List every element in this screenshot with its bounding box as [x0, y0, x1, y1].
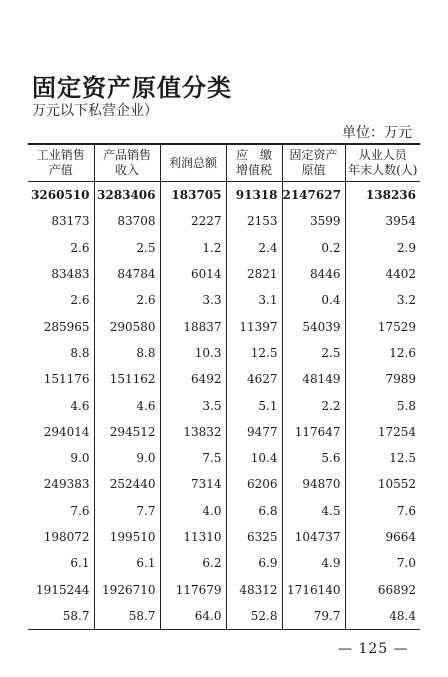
table-cell: 7989: [345, 366, 420, 392]
table-cell: 2.6: [70, 240, 90, 255]
table-cell: 1.2: [160, 235, 226, 261]
column-header: 利润总额: [160, 144, 226, 182]
table-cell: 9664: [345, 524, 420, 550]
table-cell: 2.2: [282, 392, 345, 418]
table-cell: 3.1: [226, 287, 282, 313]
table-cell: 94870: [282, 471, 345, 497]
table-cell: 5.8: [345, 392, 420, 418]
table-cell: 6.1: [70, 556, 90, 571]
table-cell: 151176: [43, 372, 90, 387]
table-row: [28, 287, 420, 313]
table-cell: 3.5: [160, 392, 226, 418]
table-cell: 7.7: [94, 498, 160, 524]
table-cell: 17529: [345, 313, 420, 339]
table-cell: 3260510: [31, 188, 90, 203]
table-row: [28, 471, 420, 497]
table-cell: 10.3: [160, 340, 226, 366]
table-cell: 1716140: [282, 576, 345, 602]
table-cell: 2.4: [226, 235, 282, 261]
table-row: [28, 576, 420, 602]
data-table: [28, 143, 420, 630]
table-cell: 3283406: [94, 182, 160, 209]
table-cell: 12.5: [226, 340, 282, 366]
table-cell: 7.6: [70, 503, 90, 518]
table-cell: 6.8: [226, 498, 282, 524]
table-cell: 58.7: [94, 603, 160, 630]
table-cell: 6.9: [226, 550, 282, 576]
table-row: [28, 340, 420, 366]
table-cell: 249383: [43, 477, 90, 492]
table-cell: 12.6: [345, 340, 420, 366]
column-header: 应 缴 增值税: [226, 144, 282, 182]
table-cell: 2.5: [282, 340, 345, 366]
table-cell: 13832: [160, 419, 226, 445]
table-cell: 4627: [226, 366, 282, 392]
table-cell: 198072: [43, 530, 90, 544]
table-cell: 8.8: [70, 345, 90, 360]
table-cell: 4.0: [160, 498, 226, 524]
table-cell: 7.5: [160, 445, 226, 471]
table-row: [28, 392, 420, 418]
table-cell: 151162: [94, 366, 160, 392]
table-cell: 199510: [94, 524, 160, 550]
table-cell: 6.1: [94, 550, 160, 576]
table-cell: 2.6: [70, 293, 90, 308]
table-row: [28, 208, 420, 234]
table-cell: 58.7: [28, 603, 94, 630]
table-cell: 294014: [43, 424, 90, 439]
table-cell: 1926710: [94, 576, 160, 602]
table-header-row: [28, 144, 420, 182]
table-row: [28, 445, 420, 471]
table-cell: 3.3: [160, 287, 226, 313]
table-cell: 5.1: [226, 392, 282, 418]
table-row: [28, 603, 420, 630]
table-cell: 183705: [160, 182, 226, 209]
table-cell: 12.5: [345, 445, 420, 471]
table-cell: 3954: [345, 208, 420, 234]
table-cell: 2.5: [94, 235, 160, 261]
table-cell: 8.8: [94, 340, 160, 366]
table-cell: 10552: [345, 471, 420, 497]
table-cell: 2821: [226, 261, 282, 287]
table-cell: 66892: [345, 576, 420, 602]
table-cell: 48312: [226, 576, 282, 602]
table-cell: 6206: [226, 471, 282, 497]
table-row: [28, 261, 420, 287]
table-cell: 7.0: [345, 550, 420, 576]
table-cell: 290580: [94, 313, 160, 339]
table-cell: 2227: [160, 208, 226, 234]
table-cell: 104737: [282, 524, 345, 550]
table-row: [28, 498, 420, 524]
table-row: [28, 524, 420, 550]
table-body: [28, 182, 420, 630]
table-cell: 7.6: [345, 498, 420, 524]
column-header: 工业销售 产值: [28, 144, 94, 182]
table-cell: 54039: [282, 313, 345, 339]
table-cell: 9.0: [70, 451, 90, 466]
table-cell: 1915244: [36, 582, 90, 597]
table-cell: 18837: [160, 313, 226, 339]
table-cell: 83173: [51, 214, 90, 229]
column-header: 固定资产 原值: [282, 144, 345, 182]
table-cell: 3599: [282, 208, 345, 234]
page-subtitle: 万元以下私营企业）: [32, 103, 158, 119]
table-cell: 285965: [43, 319, 90, 334]
page-title: 固定资产原值分类: [32, 74, 232, 102]
table-cell: 2153: [226, 208, 282, 234]
table-cell: 4.6: [70, 398, 90, 413]
unit-label: 单位：万元: [342, 125, 412, 141]
table-cell: 11397: [226, 313, 282, 339]
table-cell: 10.4: [226, 445, 282, 471]
table-row: [28, 419, 420, 445]
table-cell: 17254: [345, 419, 420, 445]
table-cell: 11310: [160, 524, 226, 550]
table-cell: 48149: [282, 366, 345, 392]
table-cell: 0.2: [282, 235, 345, 261]
table-cell: 4.6: [94, 392, 160, 418]
table-cell: 83483: [51, 267, 90, 282]
table-row: [28, 366, 420, 392]
table-cell: 48.4: [345, 603, 420, 630]
table-cell: 9477: [226, 419, 282, 445]
table-cell: 79.7: [282, 603, 345, 630]
table-cell: 8446: [282, 261, 345, 287]
table-cell: 4.5: [282, 498, 345, 524]
table-cell: 117647: [282, 419, 345, 445]
table-cell: 252440: [94, 471, 160, 497]
table-row: [28, 550, 420, 576]
table-cell: 91318: [226, 182, 282, 209]
table-cell: 294512: [94, 419, 160, 445]
table-cell: 117679: [160, 576, 226, 602]
table-cell: 4.9: [282, 550, 345, 576]
table-cell: 2.9: [345, 235, 420, 261]
table-cell: 52.8: [226, 603, 282, 630]
page-number: — 125 —: [338, 641, 409, 657]
table-cell: 138236: [345, 182, 420, 209]
table-cell: 6.2: [160, 550, 226, 576]
table-cell: 84784: [94, 261, 160, 287]
table-cell: 9.0: [94, 445, 160, 471]
table-row: [28, 235, 420, 261]
table-row: [28, 182, 420, 209]
column-header: 产品销售 收入: [94, 144, 160, 182]
table-cell: 3.2: [345, 287, 420, 313]
column-header: 从业人员 年末人数(人): [345, 144, 420, 182]
table-cell: 7314: [160, 471, 226, 497]
table-cell: 2147627: [282, 182, 345, 209]
table-cell: 64.0: [160, 603, 226, 630]
table-cell: 0.4: [282, 287, 345, 313]
table-cell: 2.6: [94, 287, 160, 313]
table-cell: 83708: [94, 208, 160, 234]
table-cell: 4402: [345, 261, 420, 287]
table-cell: 6014: [160, 261, 226, 287]
table-row: [28, 313, 420, 339]
table-cell: 6492: [160, 366, 226, 392]
table-cell: 6325: [226, 524, 282, 550]
table-cell: 5.6: [282, 445, 345, 471]
